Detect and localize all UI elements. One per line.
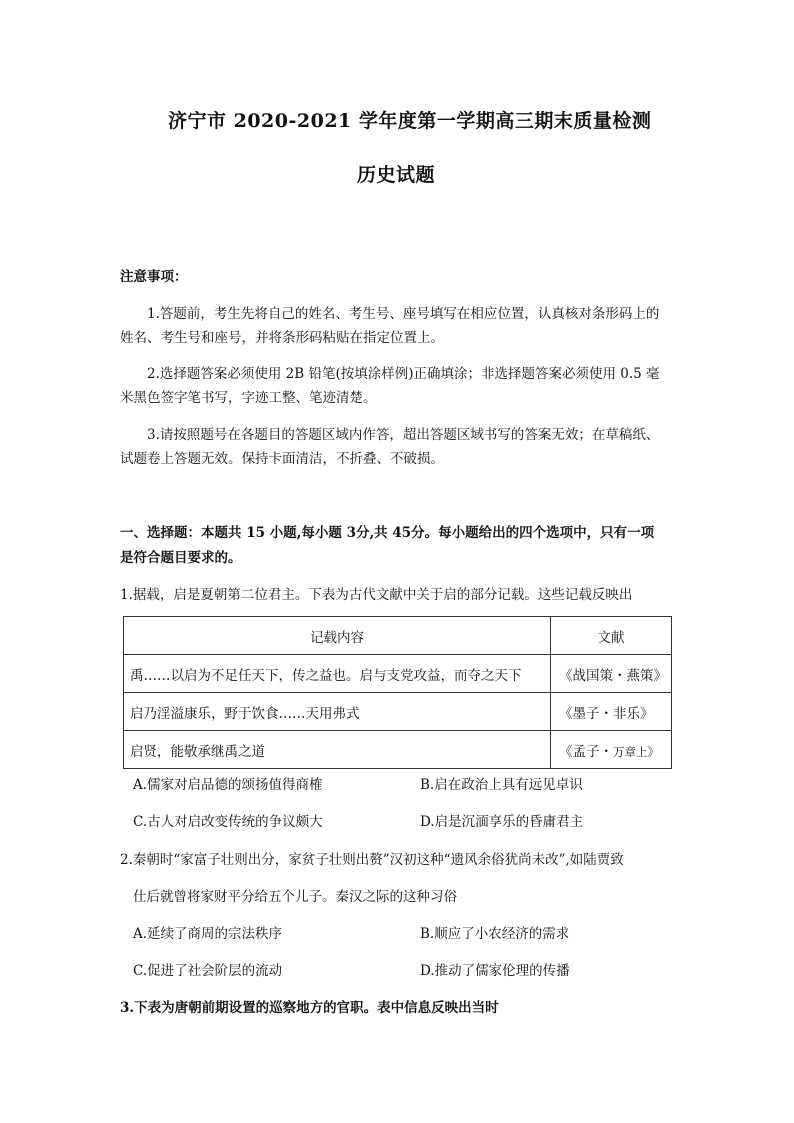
question-2-option-c: C.促进了社会阶层的流动 — [133, 963, 283, 979]
page-title: 济宁市 2020-2021 学年度第一学期高三期末质量检测 — [168, 110, 652, 132]
question-3-stem: 3.下表为唐朝前期设置的巡察地方的官职。表中信息反映出当时 — [120, 1000, 499, 1016]
table-cell-source-small: 万章上》 — [613, 744, 659, 759]
table-cell-source: 《墨子・非乐》 — [551, 693, 672, 731]
table-cell-source: 《战国策・燕策》 — [551, 655, 672, 693]
table-cell-source — [551, 731, 672, 769]
table-row — [124, 731, 672, 769]
question-1-table — [123, 616, 672, 769]
section-heading-line2: 是符合题目要求的。 — [120, 550, 242, 566]
question-2-stem-line1: 2.秦朝时“家富子壮则出分，家贫子壮则出赘”汉初这种“遗风余俗犹尚未改”,如陆贾致 — [120, 852, 624, 868]
table-row — [124, 693, 672, 731]
question-2-option-a: A.延续了商周的宗法秩序 — [133, 926, 283, 942]
question-1-option-c: C.古人对启改变传统的争议颇大 — [133, 814, 323, 830]
table-header-content: 记载内容 — [124, 617, 551, 655]
table-cell-content: 禹……以启为不足任天下，传之益也。启与支党攻益，而夺之天下 — [124, 655, 551, 693]
notice-heading: 注意事项： — [120, 269, 188, 285]
notice-item-2-line1: 2.选择题答案必须使用 2B 铅笔(按填涂样例)正确填涂；非选择题答案必须使用 0.5 毫 — [147, 366, 660, 382]
table-row — [124, 655, 672, 693]
question-1-option-a: A.儒家对启品德的颂扬值得商榷 — [133, 777, 323, 793]
question-1-option-b: B.启在政治上具有远见卓识 — [420, 777, 583, 793]
section-heading-line1: 一、选择题：本题共 15 小题,每小题 3分,共 45分。每小题给出的四个选项中，只有一项 — [120, 525, 655, 541]
table-cell-source-main: 《孟子・ — [559, 743, 613, 760]
notice-item-1-line2: 姓名、考生号和座号，并将条形码粘贴在指定位置上。 — [120, 330, 444, 346]
question-1-stem: 1.据载，启是夏朝第二位君主。下表为古代文献中关于启的部分记载。这些记载反映出 — [120, 587, 633, 603]
notice-item-3-line2: 试题卷上答题无效。保持卡面清洁，不折叠、不破损。 — [120, 451, 444, 467]
table-cell-content: 启乃淫溢康乐，野于饮食……天用弗式 — [124, 693, 551, 731]
question-2-option-b: B.顺应了小农经济的需求 — [420, 926, 570, 942]
table-header-source: 文献 — [551, 617, 672, 655]
question-2-stem-line2: 仕后就曾将家财平分给五个儿子。秦汉之际的这种习俗 — [133, 889, 457, 905]
page-subtitle: 历史试题 — [357, 164, 436, 186]
question-1-option-d: D.启是沉湎享乐的昏庸君主 — [420, 814, 584, 830]
table-header-row — [124, 617, 672, 655]
notice-item-3-line1: 3.请按照题号在各题目的答题区域内作答，超出答题区域书写的答案无效；在草稿纸、 — [147, 427, 660, 443]
question-2-option-d: D.推动了儒家伦理的传播 — [420, 963, 570, 979]
table-cell-content: 启贤，能敬承继禹之道 — [124, 731, 551, 769]
notice-item-1-line1: 1.答题前，考生先将自己的姓名、考生号、座号填写在相应位置，认真核对条形码上的 — [147, 306, 660, 322]
notice-item-2-line2: 米黑色签字笔书写，字迹工整、笔迹清楚。 — [120, 390, 377, 406]
